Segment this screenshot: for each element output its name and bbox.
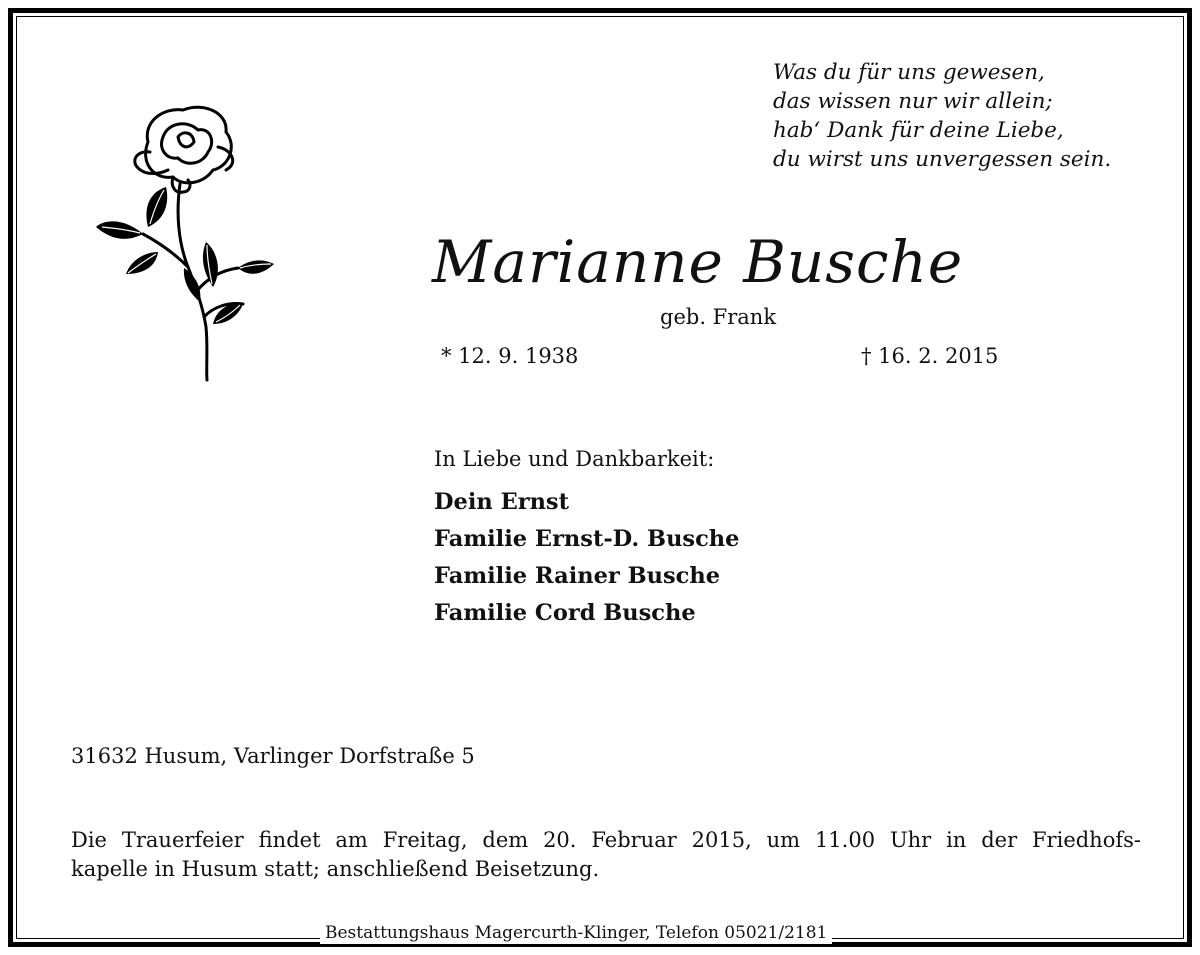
mourners-intro: In Liebe und Dankbarkeit: [434,447,715,471]
poem-line: das wissen nur wir allein; [773,89,1053,114]
maiden-name: geb. Frank [660,305,777,329]
service-line: Die Trauerfeier findet am Freitag, dem 20. Februar 2015, um 11.00 Uhr in der Friedhofs- [71,828,1141,852]
poem-line: du wirst uns unvergessen sein. [773,147,1112,172]
mourners-list [434,484,739,632]
birth-date: * 12. 9. 1938 [441,344,579,368]
poem-line: hab‘ Dank für deine Liebe, [773,118,1064,143]
mourner-name: Dein Ernst [434,489,569,515]
mourner-name: Familie Ernst-D. Busche [434,526,740,552]
service-line: kapelle in Husum statt; anschließend Beisetzung. [71,857,600,881]
mourner-name: Familie Cord Busche [434,600,696,626]
address: 31632 Husum, Varlinger Dorfstraße 5 [71,744,475,768]
funeral-home-footer: Bestattungshaus Magercurth-Klinger, Telefon 05021/2181 [320,922,832,944]
deceased-name: Marianne Busche [432,228,964,296]
rose-illustration [88,92,278,384]
service-notice [71,826,1141,884]
death-date: † 16. 2. 2015 [861,344,999,368]
mourner-name: Familie Rainer Busche [434,563,721,589]
poem [773,58,1111,174]
poem-line: Was du für uns gewesen, [773,60,1045,85]
